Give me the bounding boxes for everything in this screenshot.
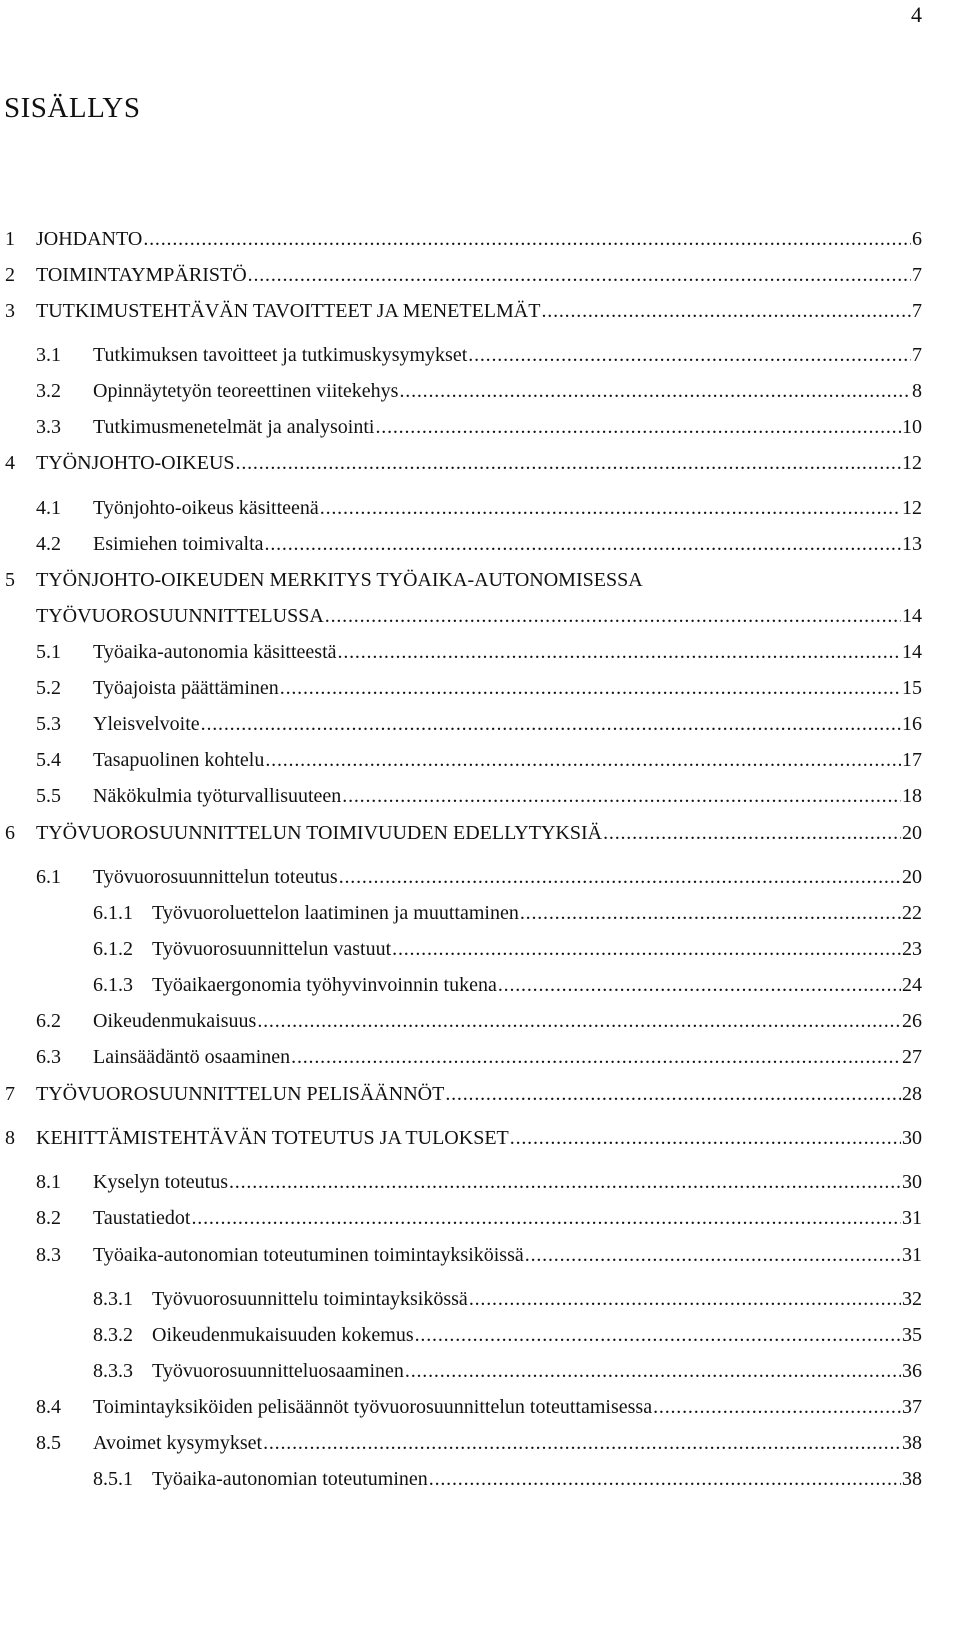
toc-entry[interactable]	[0, 639, 960, 665]
toc-entry-line	[36, 450, 922, 476]
toc-entry-number: 6.2	[36, 1010, 61, 1032]
toc-entry[interactable]	[0, 820, 960, 846]
toc-entry-page: 16	[902, 713, 922, 735]
toc-entry-line	[93, 342, 922, 368]
toc-entry-line	[152, 1466, 922, 1492]
toc-entry-title: TYÖVUOROSUUNNITTELUN TOIMIVUUDEN EDELLYTYKSIÄ	[36, 822, 603, 844]
toc-entry-page: 24	[902, 974, 922, 996]
toc-entry-title: Taustatiedot	[93, 1207, 191, 1229]
toc-entry-page: 30	[902, 1171, 922, 1193]
toc-entry-line	[36, 226, 922, 252]
toc-entry-page: 26	[902, 1010, 922, 1032]
dot-leader	[468, 342, 911, 368]
toc-entry-number: 2	[5, 264, 15, 286]
toc-entry[interactable]	[0, 1430, 960, 1456]
toc-entry-title: Oikeudenmukaisuus	[93, 1010, 257, 1032]
toc-entry-title: Työvuorosuunnittelun toteutus	[93, 866, 338, 888]
toc-entry[interactable]	[0, 262, 960, 288]
toc-entry-line	[93, 711, 922, 737]
toc-entry[interactable]	[0, 414, 960, 440]
dot-leader	[291, 1044, 901, 1070]
toc-entry-title: TYÖNJOHTO-OIKEUDEN MERKITYS TYÖAIKA-AUTONOMISESSA	[36, 569, 643, 591]
toc-entry-number: 5.1	[36, 641, 61, 663]
toc-entry-title: Työvuorosuunnittelun vastuut	[152, 938, 392, 960]
toc-entry-number: 6.3	[36, 1046, 61, 1068]
toc-entry-page: 8	[912, 380, 922, 402]
dot-leader	[653, 1394, 901, 1420]
toc-entry[interactable]	[0, 711, 960, 737]
toc-entry[interactable]	[0, 1008, 960, 1034]
toc-entry-title: Työvuorosuunnittelu toimintayksikössä	[152, 1288, 468, 1310]
toc-entry[interactable]	[0, 936, 960, 962]
toc-entry[interactable]	[0, 226, 960, 252]
toc-entry-line	[152, 936, 922, 962]
toc-entry[interactable]	[0, 972, 960, 998]
toc-entry-continuation[interactable]	[0, 603, 960, 629]
toc-entry-number: 6.1.2	[93, 938, 133, 960]
toc-entry-number: 4.2	[36, 533, 61, 555]
toc-entry-page: 13	[902, 533, 922, 555]
toc-entry[interactable]	[0, 1394, 960, 1420]
toc-entry-title: Tutkimuksen tavoitteet ja tutkimuskysymykset	[93, 344, 468, 366]
toc-entry-title: Työvuoroluettelon laatiminen ja muuttaminen	[152, 902, 519, 924]
dot-leader	[265, 531, 901, 557]
dot-leader	[520, 900, 901, 926]
toc-entry-line	[36, 1125, 922, 1151]
toc-entry-page: 7	[912, 344, 922, 366]
dot-leader	[236, 450, 901, 476]
toc-entry-page: 23	[902, 938, 922, 960]
toc-entry-line	[93, 414, 922, 440]
dot-leader	[498, 972, 901, 998]
toc-entry-page: 27	[902, 1046, 922, 1068]
toc-entry-number: 1	[5, 228, 15, 250]
toc-entry-page: 36	[902, 1360, 922, 1382]
toc-entry-title: TYÖNJOHTO-OIKEUS	[36, 452, 235, 474]
toc-entry-line	[93, 864, 922, 890]
toc-entry-line	[93, 747, 922, 773]
toc-entry-page: 14	[902, 605, 922, 627]
toc-entry-line	[93, 783, 922, 809]
toc-entry-line	[36, 1081, 922, 1107]
toc-entry[interactable]	[0, 1466, 960, 1492]
toc-entry-title: TYÖVUOROSUUNNITTELUN PELISÄÄNNÖT	[36, 1083, 445, 1105]
toc-entry-line	[93, 1169, 922, 1195]
toc-entry-title: Näkökulmia työturvallisuuteen	[93, 785, 342, 807]
toc-entry-title: KEHITTÄMISTEHTÄVÄN TOTEUTUS JA TULOKSET	[36, 1127, 509, 1149]
toc-entry-line	[93, 1242, 922, 1268]
toc-entry[interactable]	[0, 1125, 960, 1151]
toc-entry-title: Yleisvelvoite	[93, 713, 200, 735]
toc-entry[interactable]	[0, 450, 960, 476]
toc-entry[interactable]	[0, 864, 960, 890]
toc-entry-title: Esimiehen toimivalta	[93, 533, 264, 555]
toc-entry-line	[93, 1394, 922, 1420]
toc-entry-number: 8.3	[36, 1244, 61, 1266]
dot-leader	[338, 639, 901, 665]
dot-leader	[201, 711, 901, 737]
toc-entry[interactable]	[0, 675, 960, 701]
toc-entry-line	[36, 603, 922, 629]
toc-entry-line	[93, 1430, 922, 1456]
toc-entry-title: Työvuorosuunnitteluosaaminen	[152, 1360, 404, 1382]
toc-entry-page: 22	[902, 902, 922, 924]
toc-entry-page: 32	[902, 1288, 922, 1310]
toc-entry-number: 7	[5, 1083, 15, 1105]
toc-entry[interactable]	[0, 1205, 960, 1231]
toc-entry-page: 15	[902, 677, 922, 699]
toc-entry[interactable]	[0, 1358, 960, 1384]
toc-entry-title: Tutkimusmenetelmät ja analysointi	[93, 416, 375, 438]
toc-entry-line	[36, 298, 922, 324]
toc-entry-number: 5.3	[36, 713, 61, 735]
toc-entry-number: 6.1.1	[93, 902, 133, 924]
toc-entry-number: 3.1	[36, 344, 61, 366]
toc-entry-page: 31	[902, 1207, 922, 1229]
toc-entry-number: 6.1.3	[93, 974, 133, 996]
toc-entry-page: 12	[902, 452, 922, 474]
dot-leader	[265, 747, 901, 773]
toc-entry[interactable]	[0, 1081, 960, 1107]
toc-entry-title: Opinnäytetyön teoreettinen viitekehys	[93, 380, 399, 402]
toc-entry-title: Työaika-autonomian toteutuminen	[152, 1468, 428, 1490]
dot-leader	[191, 1205, 901, 1231]
toc-entry-line	[93, 1008, 922, 1034]
toc-entry-line	[152, 900, 922, 926]
toc-entry-number: 8	[5, 1127, 15, 1149]
toc-entry-line	[93, 531, 922, 557]
toc-entry-page: 38	[902, 1468, 922, 1490]
toc-entry-line	[93, 639, 922, 665]
toc-entry-line	[93, 1205, 922, 1231]
dot-leader	[510, 1125, 901, 1151]
dot-leader	[325, 603, 901, 629]
toc-entry-title: Työaika-autonomian toteutuminen toimintayksiköissä	[93, 1244, 524, 1266]
toc-entry-title: JOHDANTO	[36, 228, 143, 250]
toc-entry[interactable]	[0, 747, 960, 773]
toc-entry-number: 4.1	[36, 497, 61, 519]
toc-entry-line	[93, 1044, 922, 1070]
dot-leader	[445, 1081, 901, 1107]
toc-entry-title: TOIMINTAYMPÄRISTÖ	[36, 264, 247, 286]
toc-entry-number: 5.2	[36, 677, 61, 699]
toc-entry-page: 38	[902, 1432, 922, 1454]
toc-entry-page: 37	[902, 1396, 922, 1418]
toc-entry-page: 30	[902, 1127, 922, 1149]
toc-entry-number: 8.4	[36, 1396, 61, 1418]
toc-entry[interactable]	[0, 900, 960, 926]
toc-entry[interactable]	[0, 783, 960, 809]
toc-entry-page: 6	[912, 228, 922, 250]
toc-entry-number: 8.5	[36, 1432, 61, 1454]
dot-leader	[415, 1322, 901, 1348]
toc-entry-page: 14	[902, 641, 922, 663]
toc-entry-title: Avoimet kysymykset	[93, 1432, 263, 1454]
dot-leader	[229, 1169, 901, 1195]
toc-entry-number: 8.3.3	[93, 1360, 133, 1382]
toc-entry-title: Työaikaergonomia työhyvinvoinnin tukena	[152, 974, 497, 996]
toc-entry-title: TYÖVUOROSUUNNITTELUSSA	[36, 605, 324, 627]
toc-entry[interactable]	[0, 1286, 960, 1312]
toc-entry-page: 20	[902, 822, 922, 844]
toc-entry-title: Työaika-autonomia käsitteestä	[93, 641, 337, 663]
toc-entry-number: 5	[5, 569, 15, 591]
toc-entry-line	[93, 378, 922, 404]
toc-entry-title: Tasapuolinen kohtelu	[93, 749, 265, 771]
toc-entry-title: Lainsäädäntö osaaminen	[93, 1046, 291, 1068]
dot-leader	[320, 495, 901, 521]
toc-entry-title: Oikeudenmukaisuuden kokemus	[152, 1324, 414, 1346]
toc-entry-number: 6.1	[36, 866, 61, 888]
toc-entry-number: 8.2	[36, 1207, 61, 1229]
toc-entry-page: 10	[902, 416, 922, 438]
toc-entry-number: 5.4	[36, 749, 61, 771]
toc-entry[interactable]	[0, 298, 960, 324]
toc-entry-page: 12	[902, 497, 922, 519]
toc-entry-title: TUTKIMUSTEHTÄVÄN TAVOITTEET JA MENETELMÄT	[36, 300, 541, 322]
toc-entry-line	[152, 1286, 922, 1312]
toc-entry-number: 8.5.1	[93, 1468, 133, 1490]
dot-leader	[375, 414, 901, 440]
toc-entry[interactable]	[0, 1242, 960, 1268]
toc-entry-page: 7	[912, 264, 922, 286]
toc-entry-line	[36, 820, 922, 846]
toc-entry-title: Kyselyn toteutus	[93, 1171, 228, 1193]
toc-entry-line	[93, 495, 922, 521]
toc-entry-page: 18	[902, 785, 922, 807]
toc-entry-page: 28	[902, 1083, 922, 1105]
toc-entry-page: 17	[902, 749, 922, 771]
toc-title: SISÄLLYS	[4, 92, 141, 124]
dot-leader	[525, 1242, 901, 1268]
toc-entry[interactable]	[0, 342, 960, 368]
toc-entry-page: 31	[902, 1244, 922, 1266]
dot-leader	[541, 298, 911, 324]
toc-entry[interactable]	[0, 1169, 960, 1195]
dot-leader	[339, 864, 901, 890]
dot-leader	[248, 262, 911, 288]
toc-entry[interactable]	[0, 495, 960, 521]
toc-entry-number: 8.1	[36, 1171, 61, 1193]
toc-entry-number: 3	[5, 300, 15, 322]
dot-leader	[342, 783, 901, 809]
toc-entry-number: 3.2	[36, 380, 61, 402]
dot-leader	[280, 675, 901, 701]
toc-entry-page: 35	[902, 1324, 922, 1346]
dot-leader	[392, 936, 901, 962]
dot-leader	[603, 820, 901, 846]
toc-entry-number: 8.3.1	[93, 1288, 133, 1310]
toc-entry[interactable]	[0, 1322, 960, 1348]
toc-entry-line	[93, 675, 922, 701]
toc-entry-number: 6	[5, 822, 15, 844]
toc-entry-line	[152, 1358, 922, 1384]
toc-entry-title: Toimintayksiköiden pelisäännöt työvuorosuunnittelun toteuttamisessa	[93, 1396, 653, 1418]
toc-entry-number: 3.3	[36, 416, 61, 438]
dot-leader	[405, 1358, 901, 1384]
dot-leader	[143, 226, 911, 252]
toc-entry-title: Työnjohto-oikeus käsitteenä	[93, 497, 319, 519]
toc-entry-number: 4	[5, 452, 15, 474]
dot-leader	[429, 1466, 901, 1492]
toc-entry-page: 20	[902, 866, 922, 888]
dot-leader	[257, 1008, 901, 1034]
toc-entry-line	[36, 262, 922, 288]
toc-entry-line	[152, 1322, 922, 1348]
dot-leader	[469, 1286, 901, 1312]
toc-entry[interactable]	[0, 378, 960, 404]
toc-entry[interactable]	[0, 531, 960, 557]
toc-entry-line	[152, 972, 922, 998]
toc-entry[interactable]	[0, 1044, 960, 1070]
toc-entry-page: 7	[912, 300, 922, 322]
toc-entry-number: 5.5	[36, 785, 61, 807]
page-number: 4	[911, 2, 922, 27]
dot-leader	[399, 378, 911, 404]
dot-leader	[263, 1430, 901, 1456]
toc-entry-title: Työajoista päättäminen	[93, 677, 279, 699]
toc-entry-number: 8.3.2	[93, 1324, 133, 1346]
toc-entry[interactable]	[0, 567, 960, 593]
